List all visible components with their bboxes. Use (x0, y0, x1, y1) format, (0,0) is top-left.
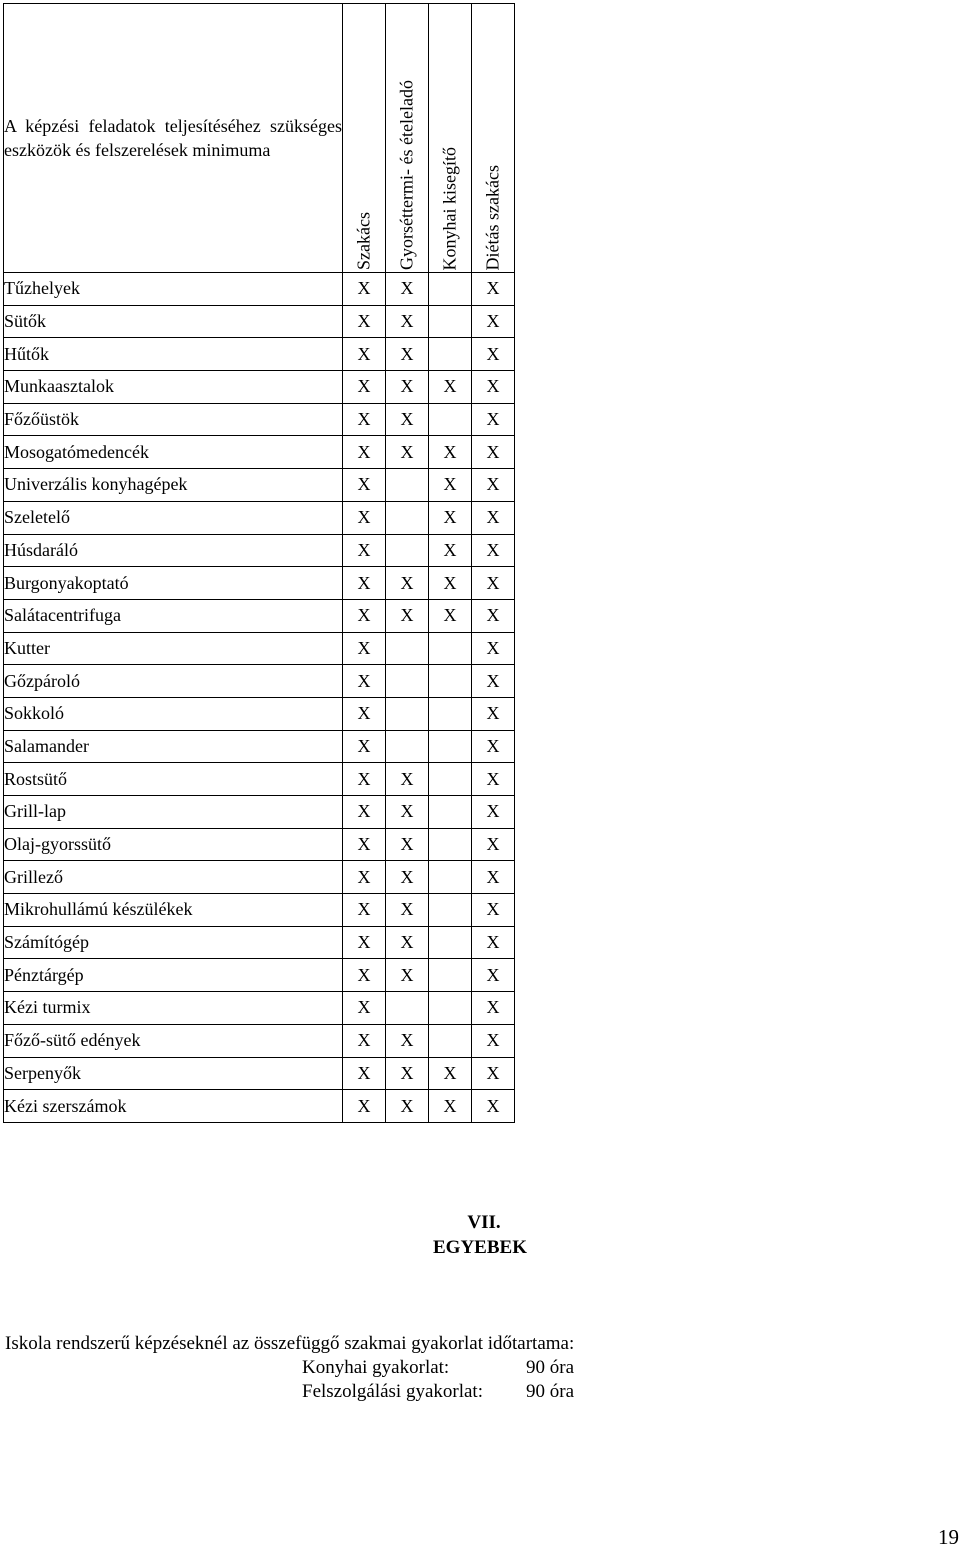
table-header-row (4, 4, 515, 273)
column-header-dietas-szakacs (472, 4, 515, 273)
mark-cell: X (343, 403, 386, 436)
equipment-name: Kézi szerszámok (4, 1090, 343, 1123)
equipment-name: Serpenyők (4, 1057, 343, 1090)
mark-cell: X (429, 501, 472, 534)
mark-cell (429, 632, 472, 665)
equipment-name: Sokkoló (4, 697, 343, 730)
table-row (4, 926, 515, 959)
table-row (4, 763, 515, 796)
mark-cell: X (343, 338, 386, 371)
mark-cell: X (343, 796, 386, 829)
mark-cell (429, 828, 472, 861)
mark-cell: X (429, 599, 472, 632)
equipment-name: Burgonyakoptató (4, 567, 343, 600)
mark-cell (386, 469, 429, 502)
mark-cell: X (386, 959, 429, 992)
equipment-name: Univerzális konyhagépek (4, 469, 343, 502)
table-row (4, 894, 515, 927)
mark-cell: X (472, 501, 515, 534)
table-row (4, 1057, 515, 1090)
equipment-name: Hűtők (4, 338, 343, 371)
mark-cell: X (472, 599, 515, 632)
mark-cell: X (386, 828, 429, 861)
table-row (4, 599, 515, 632)
mark-cell: X (343, 1057, 386, 1090)
mark-cell (429, 763, 472, 796)
mark-cell: X (472, 959, 515, 992)
mark-cell: X (472, 992, 515, 1025)
mark-cell (429, 273, 472, 306)
table-row (4, 665, 515, 698)
page-number: 19 (938, 1525, 959, 1549)
table-row (4, 403, 515, 436)
mark-cell: X (343, 992, 386, 1025)
mark-cell: X (386, 599, 429, 632)
column-header-label: Szakács (353, 212, 374, 270)
mark-cell (429, 697, 472, 730)
mark-cell: X (386, 763, 429, 796)
column-header-label: Diétás szakács (482, 164, 503, 270)
mark-cell (429, 861, 472, 894)
table-row (4, 697, 515, 730)
mark-cell (429, 796, 472, 829)
table-row (4, 371, 515, 404)
practice-intro: Iskola rendszerű képzéseknél az összefüggő szakmai gyakorlat időtartama: (5, 1333, 575, 1354)
section-title: EGYEBEK (433, 1237, 527, 1258)
mark-cell: X (472, 828, 515, 861)
mark-cell (386, 501, 429, 534)
mark-cell: X (343, 599, 386, 632)
practice-label: Felszolgálási gyakorlat: (302, 1381, 483, 1402)
mark-cell: X (429, 534, 472, 567)
practice-value: 90 óra (526, 1357, 575, 1378)
equipment-name: Szeletelő (4, 501, 343, 534)
mark-cell (429, 730, 472, 763)
mark-cell: X (343, 567, 386, 600)
mark-cell: X (386, 894, 429, 927)
mark-cell: X (343, 828, 386, 861)
mark-cell: X (386, 436, 429, 469)
table-row (4, 828, 515, 861)
mark-cell: X (343, 305, 386, 338)
equipment-name: Főző-sütő edények (4, 1024, 343, 1057)
mark-cell: X (343, 926, 386, 959)
mark-cell: X (343, 632, 386, 665)
mark-cell: X (343, 894, 386, 927)
mark-cell: X (386, 1024, 429, 1057)
mark-cell: X (386, 403, 429, 436)
mark-cell (429, 305, 472, 338)
equipment-name: Gőzpároló (4, 665, 343, 698)
mark-cell: X (472, 1090, 515, 1123)
equipment-name: Munkaasztalok (4, 371, 343, 404)
table-row (4, 469, 515, 502)
mark-cell: X (386, 371, 429, 404)
equipment-name: Sütők (4, 305, 343, 338)
mark-cell (429, 665, 472, 698)
mark-cell: X (386, 305, 429, 338)
mark-cell (386, 632, 429, 665)
table-row (4, 305, 515, 338)
mark-cell: X (343, 534, 386, 567)
mark-cell: X (472, 632, 515, 665)
mark-cell: X (343, 959, 386, 992)
mark-cell (429, 959, 472, 992)
mark-cell: X (386, 338, 429, 371)
mark-cell: X (343, 697, 386, 730)
mark-cell: X (472, 1024, 515, 1057)
equipment-name: Kézi turmix (4, 992, 343, 1025)
mark-cell: X (343, 730, 386, 763)
mark-cell: X (343, 1090, 386, 1123)
table-row (4, 861, 515, 894)
mark-cell: X (386, 273, 429, 306)
equipment-name: Pénztárgép (4, 959, 343, 992)
mark-cell (429, 1024, 472, 1057)
mark-cell: X (472, 567, 515, 600)
mark-cell: X (472, 926, 515, 959)
mark-cell: X (343, 436, 386, 469)
mark-cell: X (472, 534, 515, 567)
mark-cell (386, 665, 429, 698)
equipment-name: Salátacentrifuga (4, 599, 343, 632)
mark-cell (429, 894, 472, 927)
equipment-name: Húsdaráló (4, 534, 343, 567)
mark-cell: X (472, 1057, 515, 1090)
mark-cell: X (343, 1024, 386, 1057)
mark-cell: X (343, 469, 386, 502)
mark-cell: X (429, 1057, 472, 1090)
mark-cell: X (343, 763, 386, 796)
mark-cell: X (472, 730, 515, 763)
practice-item-konyhai (302, 1357, 574, 1379)
equipment-name: Főzőüstök (4, 403, 343, 436)
column-header-konyhai-kisegito (429, 4, 472, 273)
equipment-name: Grillező (4, 861, 343, 894)
section-number: VII. (467, 1212, 501, 1233)
mark-cell: X (429, 567, 472, 600)
practice-item-felszolgalasi (302, 1381, 574, 1403)
mark-cell (386, 697, 429, 730)
mark-cell: X (343, 273, 386, 306)
mark-cell: X (343, 371, 386, 404)
mark-cell: X (343, 861, 386, 894)
table-row (4, 1090, 515, 1123)
equipment-name: Rostsütő (4, 763, 343, 796)
equipment-name: Számítógép (4, 926, 343, 959)
table-row (4, 730, 515, 763)
mark-cell: X (343, 501, 386, 534)
mark-cell (386, 534, 429, 567)
table-row (4, 534, 515, 567)
equipment-name: Salamander (4, 730, 343, 763)
practice-value: 90 óra (526, 1381, 575, 1402)
mark-cell: X (472, 697, 515, 730)
mark-cell: X (386, 567, 429, 600)
table-row (4, 959, 515, 992)
mark-cell: X (472, 305, 515, 338)
mark-cell (429, 992, 472, 1025)
mark-cell: X (429, 1090, 472, 1123)
table-corner-heading: A képzési feladatok teljesítéséhez szükséges eszközök és felszerelések minimuma (4, 4, 343, 273)
mark-cell: X (472, 273, 515, 306)
mark-cell (386, 992, 429, 1025)
equipment-name: Mosogatómedencék (4, 436, 343, 469)
mark-cell: X (472, 894, 515, 927)
mark-cell: X (386, 796, 429, 829)
mark-cell: X (429, 436, 472, 469)
table-row (4, 338, 515, 371)
mark-cell: X (472, 403, 515, 436)
table-row (4, 1024, 515, 1057)
mark-cell: X (429, 469, 472, 502)
table-row (4, 273, 515, 306)
table-body (4, 273, 515, 1123)
mark-cell: X (472, 861, 515, 894)
mark-cell: X (429, 371, 472, 404)
mark-cell: X (386, 926, 429, 959)
table-row (4, 567, 515, 600)
equipment-name: Kutter (4, 632, 343, 665)
mark-cell: X (472, 338, 515, 371)
mark-cell (429, 926, 472, 959)
table-row (4, 436, 515, 469)
mark-cell (429, 338, 472, 371)
column-header-label: Konyhai kisegítő (439, 146, 460, 270)
mark-cell: X (386, 1057, 429, 1090)
mark-cell: X (472, 763, 515, 796)
equipment-table (3, 3, 515, 1123)
mark-cell: X (386, 861, 429, 894)
equipment-name: Grill-lap (4, 796, 343, 829)
table-row (4, 501, 515, 534)
mark-cell: X (472, 796, 515, 829)
column-header-gyorsettermi (386, 4, 429, 273)
mark-cell: X (343, 665, 386, 698)
mark-cell (386, 730, 429, 763)
mark-cell: X (472, 436, 515, 469)
mark-cell: X (472, 469, 515, 502)
equipment-name: Tűzhelyek (4, 273, 343, 306)
mark-cell (429, 403, 472, 436)
table-row (4, 632, 515, 665)
table-row (4, 992, 515, 1025)
mark-cell: X (386, 1090, 429, 1123)
table-row (4, 796, 515, 829)
mark-cell: X (472, 665, 515, 698)
practice-label: Konyhai gyakorlat: (302, 1357, 450, 1378)
mark-cell: X (472, 371, 515, 404)
equipment-name: Mikrohullámú készülékek (4, 894, 343, 927)
column-header-szakacs (343, 4, 386, 273)
column-header-label: Gyorséttermi- és ételeladó (396, 80, 417, 270)
equipment-name: Olaj-gyorssütő (4, 828, 343, 861)
